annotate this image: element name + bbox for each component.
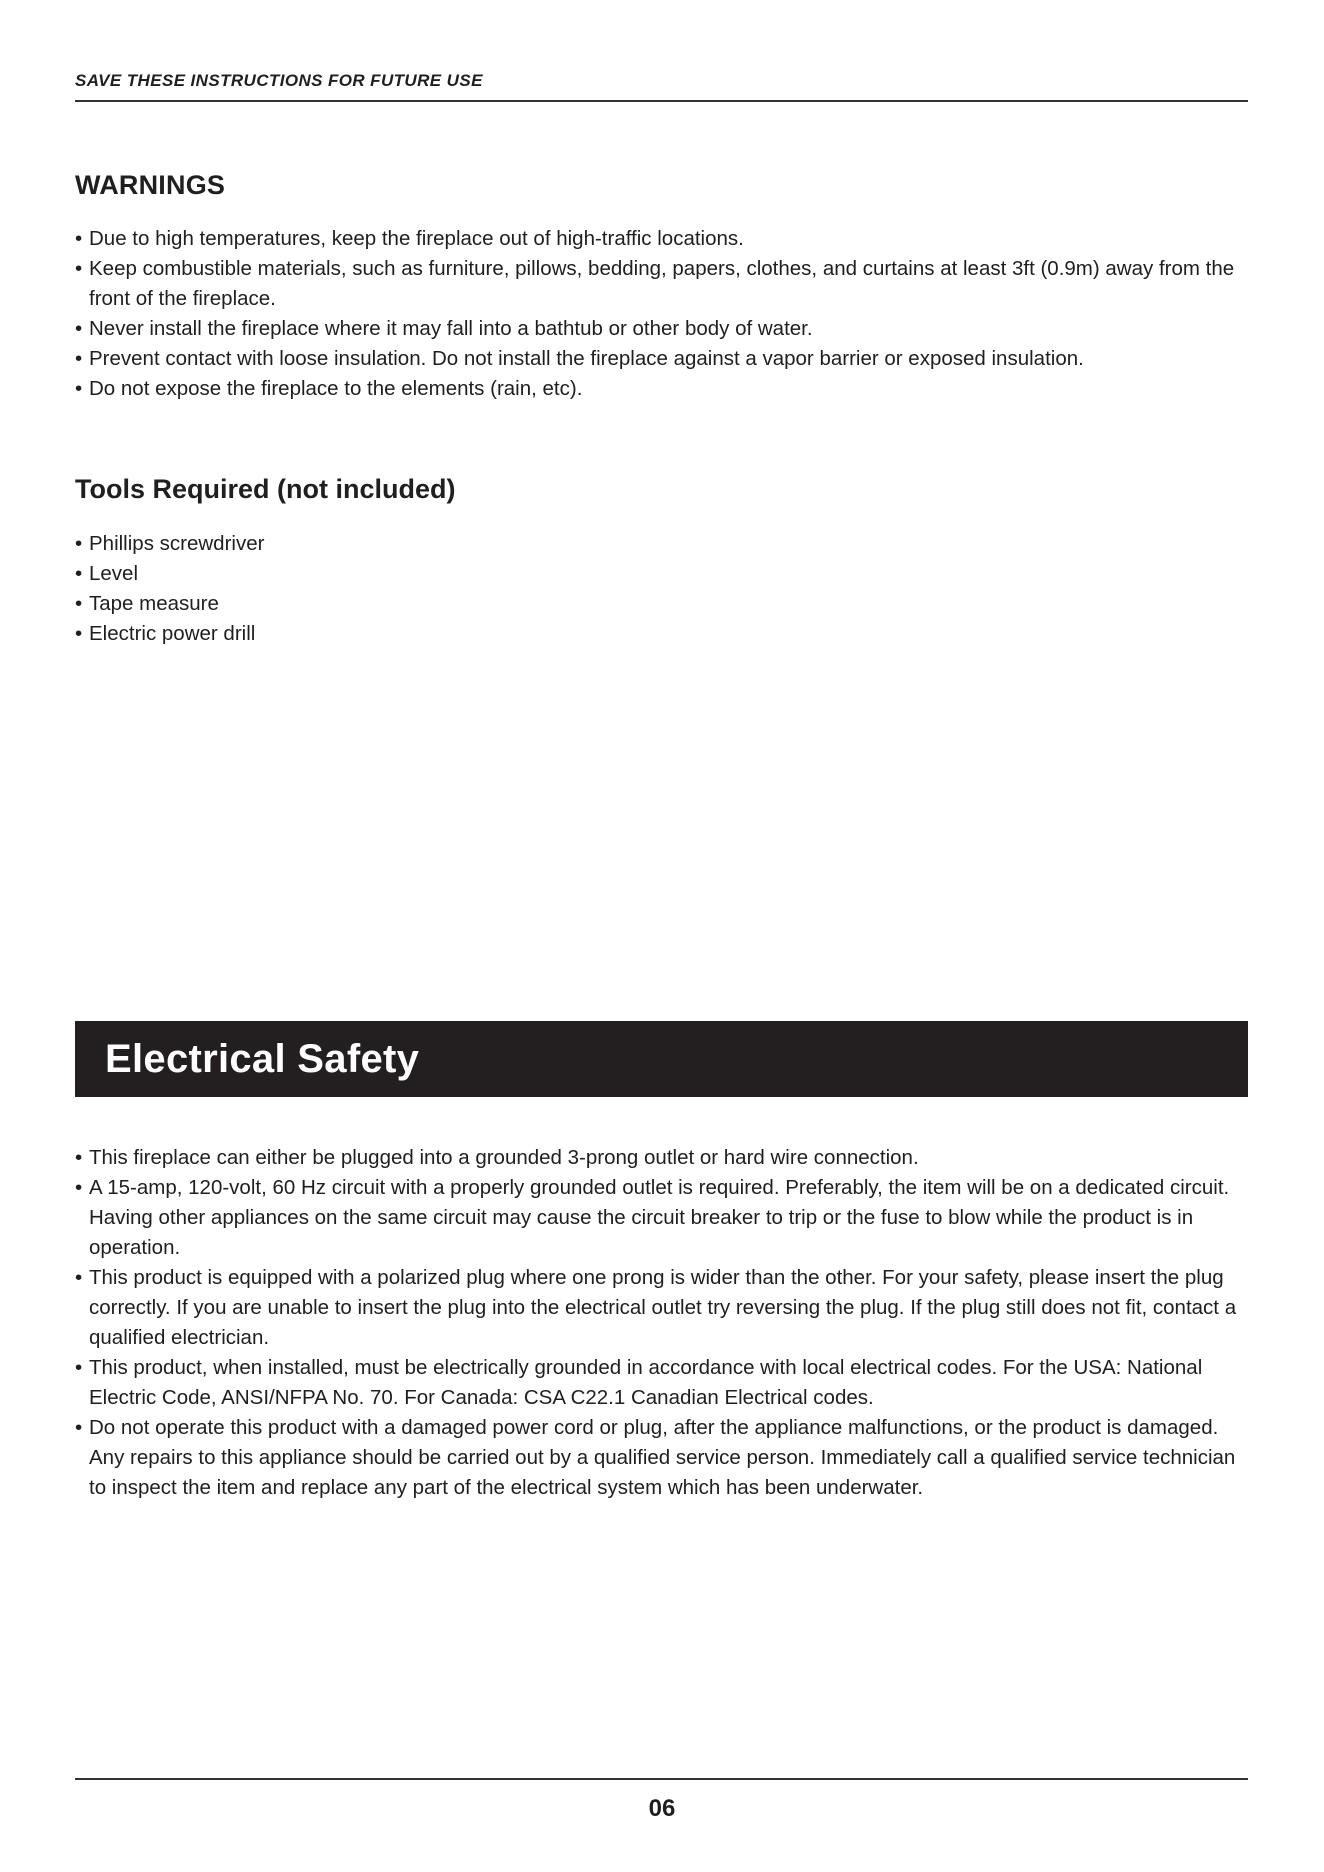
header-divider	[75, 100, 1248, 102]
warnings-list	[75, 224, 1255, 404]
electrical-item: • This product, when installed, must be electrically grounded in accordance with local electrical codes. For the USA: National Electric Code, ANSI/NFPA No. 70. For Canada: CSA C22.1 Canadian Electrical codes.	[75, 1353, 1255, 1413]
electrical-safety-list	[75, 1143, 1255, 1503]
tool-item: • Tape measure	[75, 589, 1255, 619]
tools-list	[75, 529, 1255, 649]
tool-item: • Level	[75, 559, 1255, 589]
warning-item: • Due to high temperatures, keep the fireplace out of high-traffic locations.	[75, 224, 1255, 254]
electrical-item: • This product is equipped with a polarized plug where one prong is wider than the other. For your safety, please insert the plug correctly. If you are unable to insert the plug into the electrical outlet try reversing the plug. If the plug still does not fit, contact a qualified electrician.	[75, 1263, 1255, 1353]
tool-item: • Phillips screwdriver	[75, 529, 1255, 559]
electrical-item: • A 15-amp, 120-volt, 60 Hz circuit with a properly grounded outlet is required. Preferably, the item will be on a dedicated circuit. Having other appliances on the same circuit may cause the circuit breaker to trip or the fuse to blow while the product is in operation.	[75, 1173, 1255, 1263]
warning-item: • Do not expose the fireplace to the elements (rain, etc).	[75, 374, 1255, 404]
warning-item: • Never install the fireplace where it may fall into a bathtub or other body of water.	[75, 314, 1255, 344]
tool-item: • Electric power drill	[75, 619, 1255, 649]
warning-item: • Prevent contact with loose insulation. Do not install the fireplace against a vapor barrier or exposed insulation.	[75, 344, 1255, 374]
warning-item: • Keep combustible materials, such as furniture, pillows, bedding, papers, clothes, and curtains at least 3ft (0.9m) away from the front of the fireplace.	[75, 254, 1255, 314]
warnings-heading: WARNINGS	[75, 170, 226, 200]
page-header: SAVE THESE INSTRUCTIONS FOR FUTURE USE	[75, 71, 483, 90]
page-number: 06	[648, 1795, 676, 1822]
electrical-item: • Do not operate this product with a damaged power cord or plug, after the appliance malfunctions, or the product is damaged. Any repairs to this appliance should be carried out by a qualified service person. Immediately call a qualified service technician to inspect the item and replace any part of the electrical system which has been underwater.	[75, 1413, 1255, 1503]
footer-divider	[75, 1778, 1248, 1780]
electrical-item: • This fireplace can either be plugged into a grounded 3-prong outlet or hard wire connection.	[75, 1143, 1255, 1173]
tools-heading: Tools Required (not included)	[75, 474, 456, 504]
electrical-safety-banner: Electrical Safety	[75, 1021, 1248, 1097]
